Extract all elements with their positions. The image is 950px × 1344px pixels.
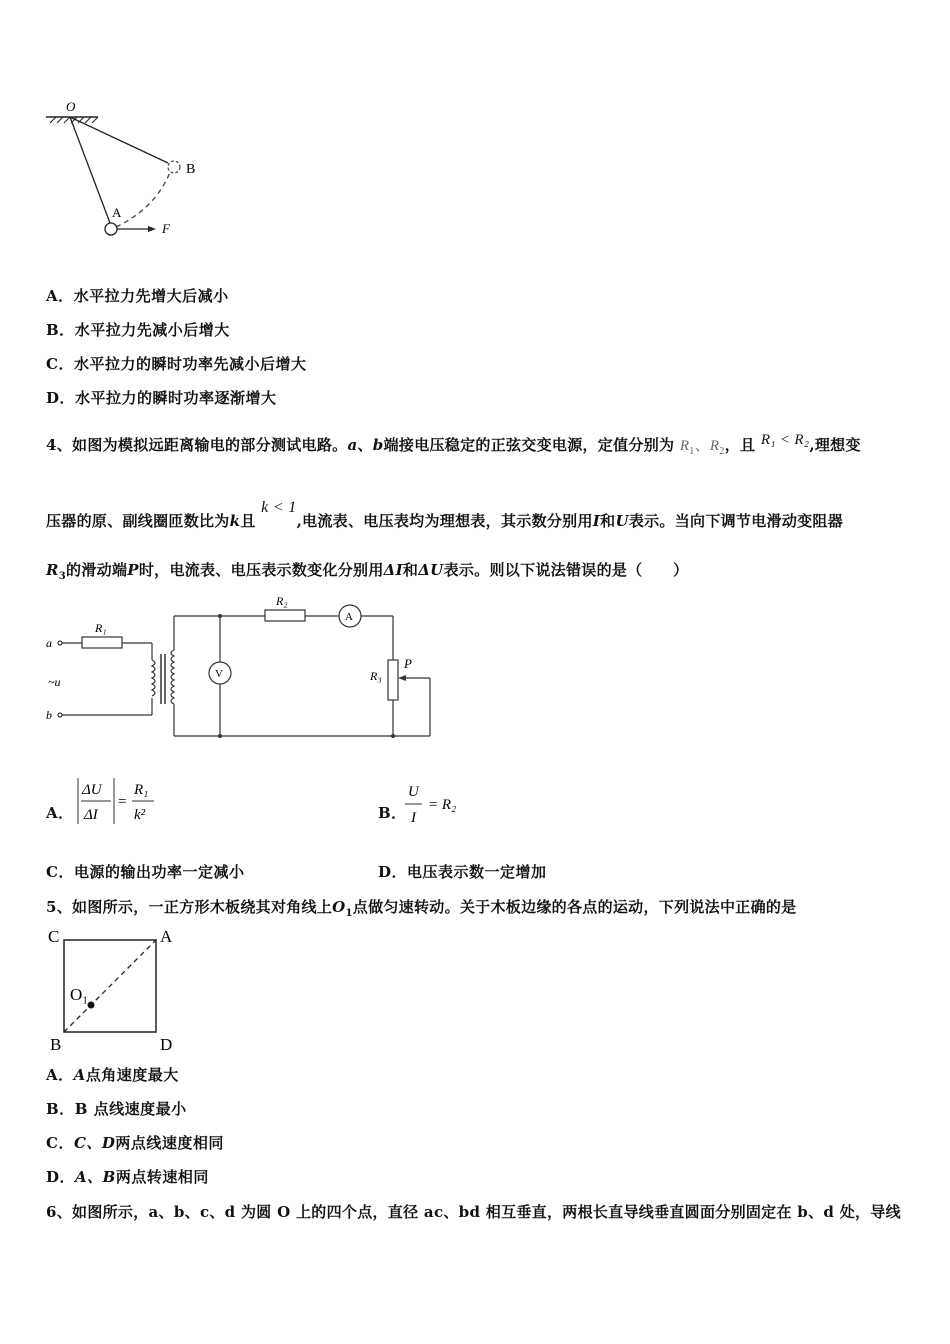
q5-option-c: C．C、D两点线速度相同	[46, 1134, 224, 1152]
label-A: A	[112, 205, 122, 220]
pendulum-figure	[40, 95, 210, 245]
voltmeter-label: V	[215, 668, 223, 680]
q4-option-b: B．	[378, 804, 407, 822]
q5-option-b: B．B 点线速度最小	[46, 1100, 187, 1118]
ball-A	[105, 223, 117, 235]
q4-option-c: C．电源的输出功率一定减小	[46, 863, 245, 881]
q4-line-2: 压器的原、副线圈匝数比为k且 k < 1,电流表、电压表均为理想表，其示数分别用I和U表示。当向下调节电滑动变阻器	[46, 499, 844, 530]
circuit-label-a: a	[46, 636, 52, 650]
q4-line-1: 4、如图为模拟远距离输电的部分测试电路。a、b端接电压稳定的正弦交变电源，定值分别为 $R_1$、$R_2$，且 R₁ < R₂,理想变	[46, 432, 861, 457]
ammeter-label: A	[345, 611, 353, 623]
resistor-R2	[265, 610, 305, 621]
label-O1: O₁	[70, 985, 89, 1004]
ball-B	[168, 161, 180, 173]
q5-question: 5、如图所示，一正方形木板绕其对角线上$O_1$点做匀速转动。关于木板边缘的各点的运动，下列说法中正确的是	[46, 898, 797, 919]
svg-text:U: U	[408, 784, 419, 800]
svg-text:= R₂: = R₂	[428, 797, 457, 813]
circuit-label-R1: R₁	[95, 621, 107, 635]
q4-option-d: D．电压表示数一定增加	[378, 863, 547, 881]
q3-option-a: A．水平拉力先增大后减小	[46, 287, 229, 305]
secondary-coil	[171, 650, 174, 704]
q6-question: 6、如图所示，a、b、c、d 为圆 O 上的四个点，直径 ac、bd 相互垂直，两根长直导线垂直圆面分别固定在 b、d 处，导线	[46, 1203, 901, 1221]
q3-option-c: C．水平拉力的瞬时功率先减小后增大	[46, 355, 307, 373]
primary-coil	[152, 660, 155, 696]
q4-line-3: $R_3$的滑动端P时，电流表、电压表示数变化分别用ΔI和ΔU表示。则以下说法错误的是（ ）	[46, 561, 689, 582]
q3-option-d: D．水平拉力的瞬时功率逐渐增大	[46, 389, 277, 407]
circuit-label-R3: R₃	[370, 669, 382, 683]
label-O: O	[66, 99, 76, 114]
label-A: A	[160, 927, 173, 946]
q5-option-a: A．A点角速度最大	[46, 1066, 179, 1084]
svg-text:R₁: R₁	[134, 782, 149, 798]
label-B: B	[50, 1035, 62, 1054]
rheostat-R3	[388, 660, 398, 700]
trajectory-arc	[116, 167, 172, 227]
resistor-R1	[82, 637, 122, 648]
svg-text:ΔI: ΔI	[84, 807, 98, 823]
circuit-label-P: P	[404, 656, 412, 671]
pivot-O1	[88, 1002, 95, 1009]
label-F: F	[162, 221, 170, 236]
label-D: D	[160, 1035, 173, 1054]
q5-option-d: D．A、B两点转速相同	[46, 1168, 209, 1186]
svg-text:=: =	[118, 794, 127, 810]
q4-option-a: A．	[46, 804, 74, 822]
circuit-label-u: ~u	[48, 675, 61, 689]
q4-option-b-formula	[402, 778, 482, 828]
svg-text:k²: k²	[134, 807, 146, 823]
q4-option-a-formula	[72, 774, 182, 828]
square-board-figure	[44, 924, 194, 1054]
label-B: B	[186, 162, 196, 177]
svg-text:I: I	[411, 810, 416, 826]
circuit-figure	[40, 590, 450, 750]
svg-text:ΔU: ΔU	[82, 782, 102, 798]
label-C: C	[48, 927, 60, 946]
circuit-label-R2: R₂	[276, 594, 288, 608]
q3-option-b: B．水平拉力先减小后增大	[46, 321, 230, 339]
circuit-label-b: b	[46, 708, 52, 722]
